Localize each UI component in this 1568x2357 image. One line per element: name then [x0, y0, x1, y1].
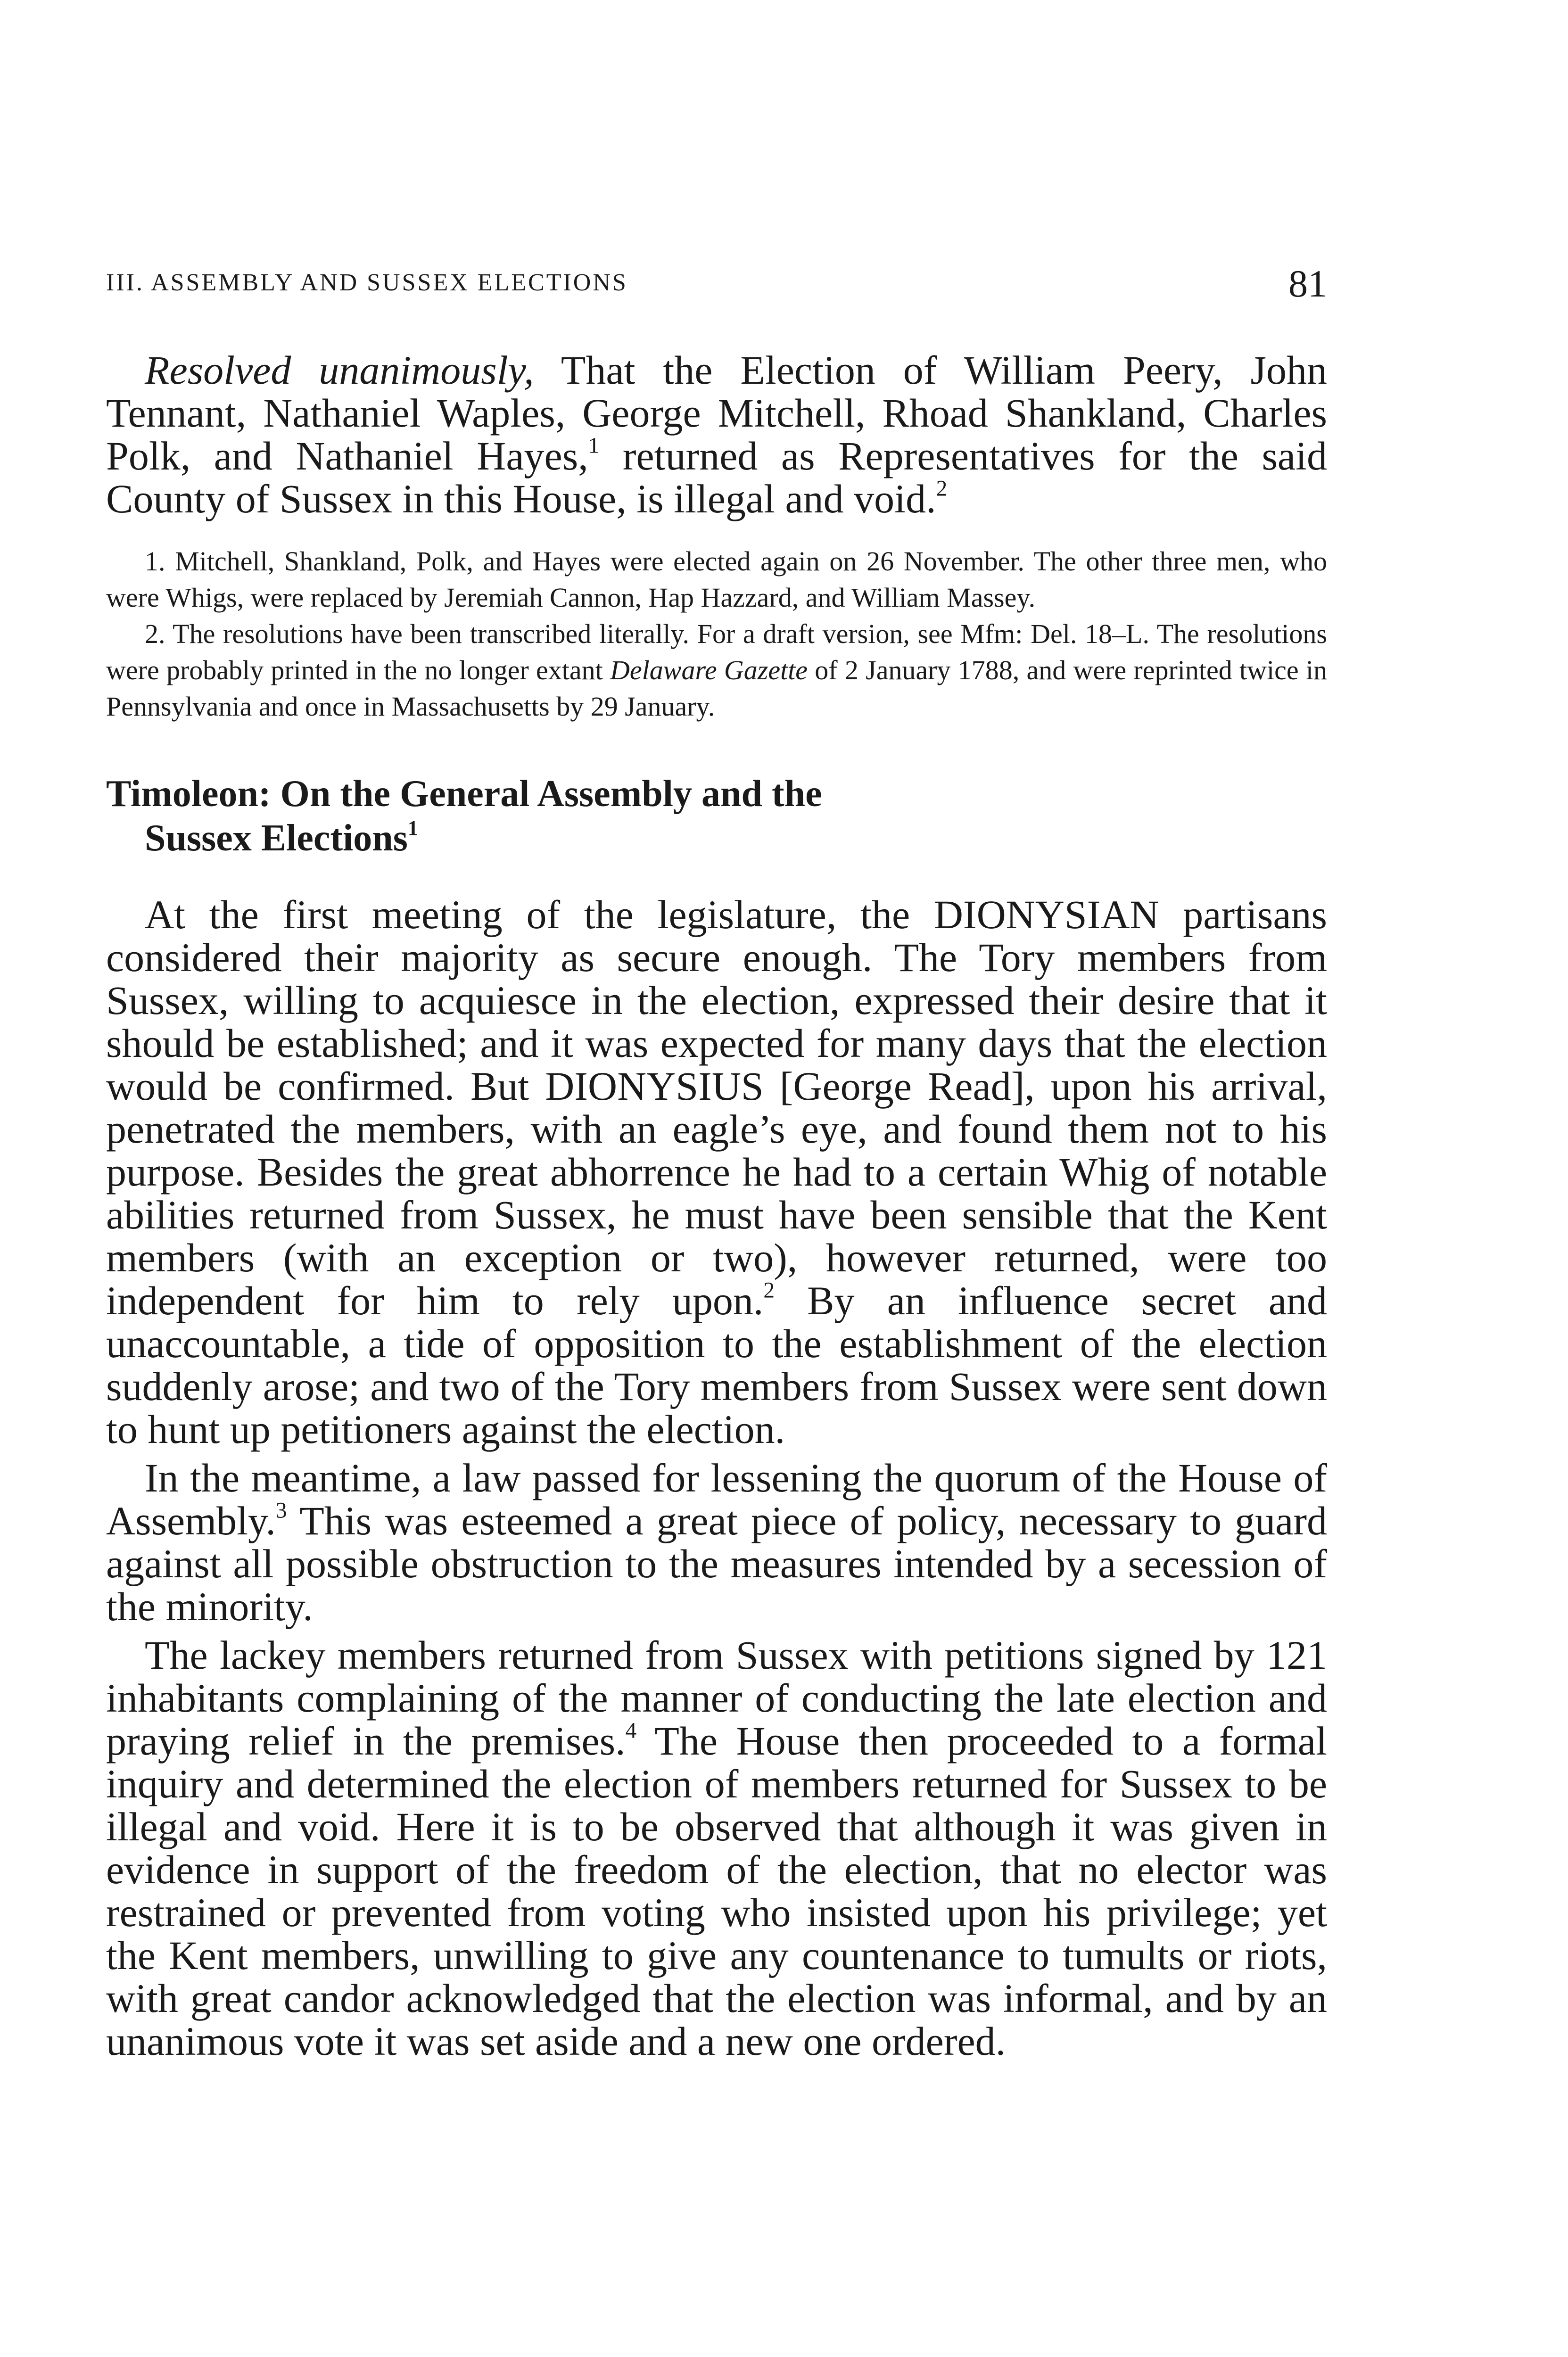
footnote-2-italic: Delaware Gazette: [610, 655, 808, 685]
article-paragraph-2: [106, 1457, 1327, 1628]
paragraph-3-text-b: The House then proceeded to a formal inquiry and determined the election of members returned for Sussex to be illegal and void. Here it is to be observed that although it was given in evidence in support of the freedom of the election, that no elector was restrained or prevented from voting who insisted upon his privilege; yet the Kent members, unwilling to give any countenance to tumults or riots, with great candor acknowledged that the election was informal, and by an unanimous vote it was set aside and a new one ordered.: [106, 1718, 1327, 2064]
resolution-paragraph: [106, 349, 1327, 520]
footnote-1: 1. Mitchell, Shankland, Polk, and Hayes were elected again on 26 November. The other three men, who were Whigs, were replaced by Jeremiah Cannon, Hap Hazzard, and William Massey.: [106, 546, 1327, 613]
paragraph-2-text-a: In the meantime, a law passed for lessening the quorum of the House of Assembly.: [106, 1455, 1327, 1543]
resolution-text-b: returned as Representatives for the said County of Sussex in this House, is illegal and void.: [106, 433, 1327, 521]
footnote-ref-2: 2: [936, 476, 948, 501]
footnote-2-text-b: of 2 January 1788, and were reprinted twice in Pennsylvania and once in Massachusetts by 29 January.: [106, 655, 1327, 722]
paragraph-1-text-b: By an influence secret and unaccountable, a tide of opposition to the establishment of the election suddenly arose; and two of the Tory members from Sussex were sent down to hunt up petitioners against the election.: [106, 1278, 1327, 1452]
running-title: III. ASSEMBLY AND SUSSEX ELECTIONS: [106, 269, 628, 296]
paragraph-1-note: 2: [763, 1278, 775, 1303]
resolution-text-a: That the Election of William Peery, John Tennant, Nathaniel Waples, George Mitchell, Rhoad Shankland, Charles Polk, and Nathaniel Hayes,: [106, 347, 1327, 478]
article-paragraph-1: [106, 893, 1327, 1451]
document-page: [106, 264, 1327, 2063]
paragraph-2-text-b: This was esteemed a great piece of policy, necessary to guard against all possible obstruction to the measures intended by a secession of the minority.: [106, 1498, 1327, 1629]
footnote-ref-1: 1: [588, 433, 600, 458]
article-paragraph-3: [106, 1634, 1327, 2063]
footnote-2-text-a: 2. The resolutions have been transcribed literally. For a draft version, see Mfm: Del. 18–L. The resolutions were probably printed in the no longer extant: [106, 618, 1327, 685]
article-heading-line1: Timoleon: On the General Assembly and the: [106, 773, 822, 815]
paragraph-1-text-a: At the first meeting of the legislature, the DIONYSIAN partisans considered their majority as secure enough. The Tory members from Sussex, willing to acquiesce in the election, expressed their desire that it should be established; and it was expected for many days that the election would be confirmed. But DIONYSIUS [George Read], upon his arrival, penetrated the members, with an eagle’s eye, and found them not to his purpose. Besides the great abhorrence he had to a certain Whig of notable abilities returned from Sussex, he must have been sensible that the Kent members (with an exception or two), however returned, were too independent for him to rely upon.: [106, 892, 1327, 1323]
article-heading-note: 1: [407, 816, 418, 840]
article-heading: [106, 772, 1002, 860]
article-heading-line2: Sussex Elections: [145, 817, 408, 859]
paragraph-2-note: 3: [275, 1498, 287, 1523]
paragraph-3-text-a: The lackey members returned from Sussex with petitions signed by 121 inhabitants complaining of the manner of conducting the late election and praying relief in the premises.: [106, 1632, 1327, 1764]
page-number: 81: [1288, 262, 1327, 305]
footnote-2: [106, 616, 1327, 725]
running-header: [106, 264, 1327, 306]
paragraph-3-note: 4: [625, 1718, 637, 1743]
resolution-lead: Resolved unanimously,: [145, 347, 534, 393]
footnotes: [106, 543, 1327, 725]
